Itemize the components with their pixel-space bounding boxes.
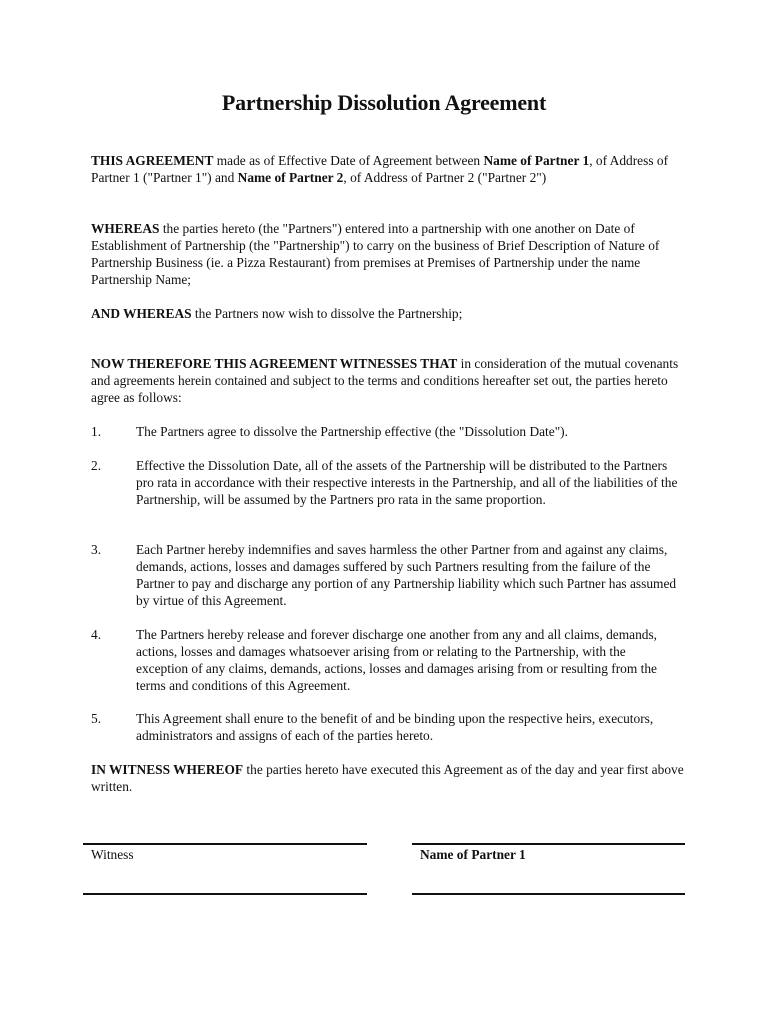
and-whereas-text: the Partners now wish to dissolve the Partnership; <box>191 306 463 321</box>
clause-number: 4. <box>91 627 102 642</box>
witness-second-line <box>83 893 367 895</box>
partner1-signature-line <box>412 843 685 845</box>
intro-partner1: Name of Partner 1 <box>483 153 590 168</box>
intro-text-3: , of Address of Partner 2 ("Partner 2") <box>343 170 547 185</box>
clause-number: 2. <box>91 458 102 473</box>
witness-paragraph <box>91 761 691 795</box>
clause-number: 3. <box>91 542 102 557</box>
and-whereas-paragraph <box>91 305 691 322</box>
intro-lead: THIS AGREEMENT <box>91 153 214 168</box>
witness-text: the parties hereto have executed this Agreement as of the day and year first above written. <box>91 762 684 794</box>
whereas-text: the parties hereto (the "Partners") entered into a partnership with one another on Date of Establishment of Partnership (the "Partnership") to carry on the business of Brief Description of Nature of Partnership Business (ie. a Pizza Restaurant) from premises at Premises of Partnership under the name Partnership Name; <box>91 221 660 287</box>
document-title: Partnership Dissolution Agreement <box>221 90 547 115</box>
intro-paragraph <box>91 152 691 186</box>
clause-text: This Agreement shall enure to the benefit of and be binding upon the respective heirs, executors, administrators and assigns of each of the parties hereto. <box>136 711 654 743</box>
now-therefore-paragraph <box>91 355 691 406</box>
intro-text-2: , of Address of Partner 1 ("Partner 1") and <box>91 153 669 185</box>
whereas-lead: WHEREAS <box>91 221 160 236</box>
clause-text: Effective the Dissolution Date, all of the assets of the Partnership will be distributed to the Partners pro rata in accordance with their respective interests in the Partnership, and all of the liabilities of the Partnership, will be assumed by the Partners pro rata in the same proportion. <box>136 458 678 507</box>
and-whereas-lead: AND WHEREAS <box>91 306 192 321</box>
clause-text: Each Partner hereby indemnifies and saves harmless the other Partner from and against any claims, demands, actions, losses and damages suffered by such Partners resulting from the failure of the Partner to pay and discharge any portion of any Partnership liability which such Partner has assumed by virtue of this Agreement. <box>136 542 677 608</box>
partner1-label: Name of Partner 1 <box>420 847 526 862</box>
intro-partner2: Name of Partner 2 <box>237 170 344 185</box>
witness-label: Witness <box>91 847 134 862</box>
intro-text-1: made as of Effective Date of Agreement between <box>213 153 484 168</box>
witness-lead: IN WITNESS WHEREOF <box>91 762 244 777</box>
clause-text: The Partners agree to dissolve the Partnership effective (the "Dissolution Date"). <box>136 424 568 439</box>
clause-number: 5. <box>91 711 102 726</box>
witness-signature-line <box>83 843 367 845</box>
clause-text: The Partners hereby release and forever discharge one another from any and all claims, demands, actions, losses and damages whatsoever arising from or relating to the Partnership, with the exception of any claims, demands, actions, losses and damages arising from or resulting from the terms and conditions of this Agreement. <box>136 627 658 693</box>
whereas-paragraph <box>91 220 691 288</box>
clause-number: 1. <box>91 424 102 439</box>
now-therefore-lead: NOW THEREFORE THIS AGREEMENT WITNESSES THAT <box>91 356 458 371</box>
now-therefore-text: in consideration of the mutual covenants and agreements herein contained and subject to the terms and conditions hereafter set out, the parties hereto agree as follows: <box>91 356 679 405</box>
partner2-signature-line <box>412 893 685 895</box>
